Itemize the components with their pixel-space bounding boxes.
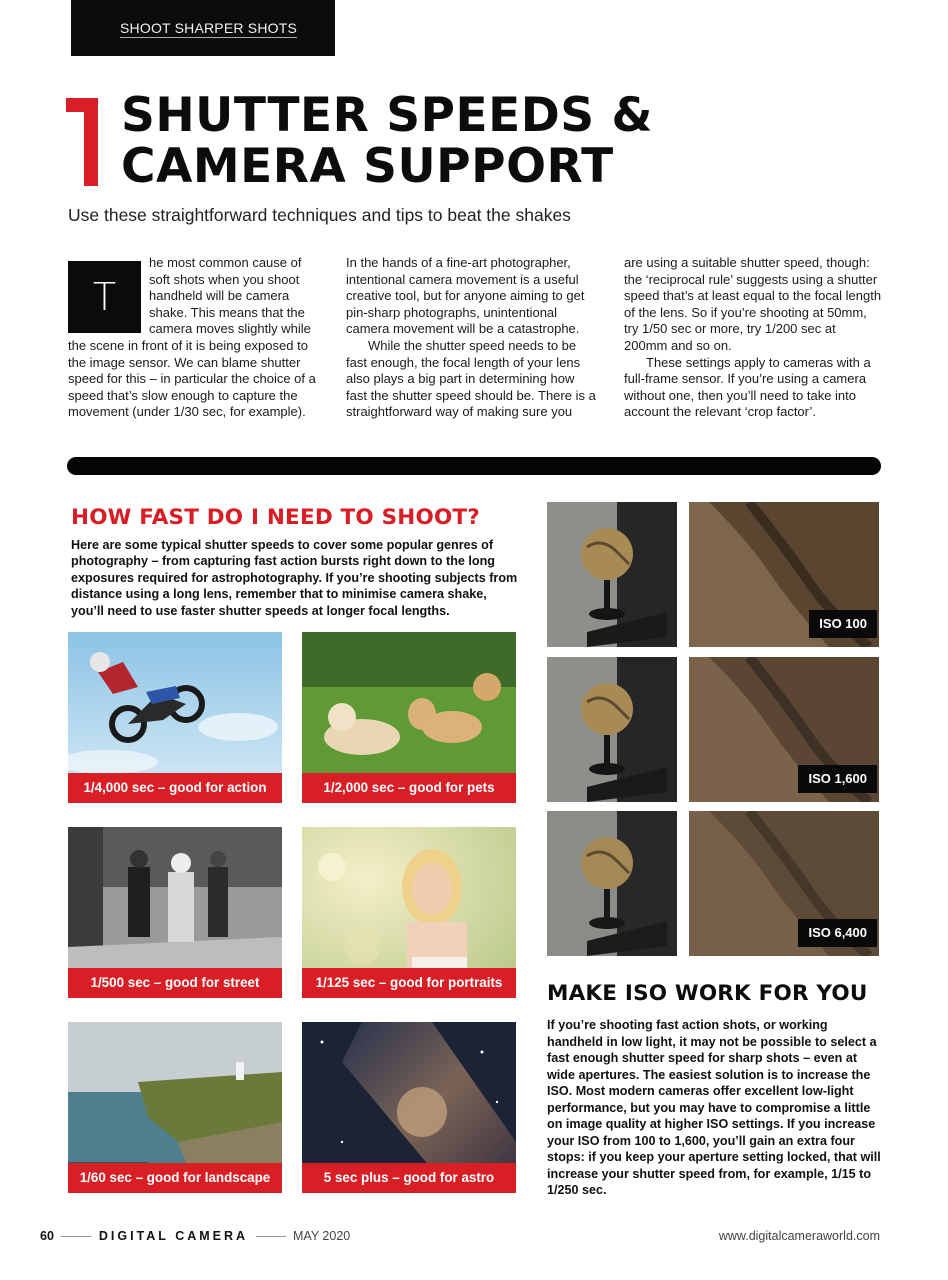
magazine-name: DIGITAL CAMERA — [98, 1229, 249, 1243]
iso-label-1600: ISO 1,600 — [798, 765, 877, 793]
article-subtitle: Use these straightforward techniques and tips to beat the shakes — [68, 205, 571, 225]
footer-rule — [256, 1236, 286, 1237]
feature-number-one — [66, 98, 98, 186]
photo-pets — [302, 632, 516, 803]
photo-street — [68, 827, 282, 998]
iso-6400-crop — [689, 811, 879, 956]
dropcap: T — [68, 261, 141, 333]
section-tab — [71, 0, 335, 56]
photo-caption-pets: 1/2,000 sec – good for pets — [302, 773, 516, 803]
body-col3-p2: These settings apply to cameras with a full-frame sensor. If you’re using a camera without one, then you’ll need to take into account the relevant ‘crop factor’. — [624, 354, 871, 420]
iso-100-crop — [689, 502, 879, 647]
photo-astro — [302, 1022, 516, 1193]
iso-1600-globe-image — [547, 657, 677, 802]
body-col2-p2: While the shutter speed needs to be fast enough, the focal length of your lens also plays a big part in determining how fast the shutter speed should be. There is a straightforward way of making sure you — [346, 337, 596, 420]
website-url[interactable]: www.digitalcameraworld.com — [718, 1229, 880, 1243]
body-col3-p1: are using a suitable shutter speed, though: the ‘reciprocal rule’ suggests using a shutter speed that’s at least equal to the focal length of the lens. So if you’re shooting at 50mm, try 1/50 sec or more, try 1/200 sec at 200mm and so on. — [624, 255, 882, 353]
footer-left — [40, 1229, 350, 1243]
speed-section-intro: Here are some typical shutter speeds to cover some popular genres of photography – from capturing fast action bursts right down to the long exposures required for astrophotography. If you’re shooting subjects from distance using a long lens, remember that to minimise camera shake, you’ll need to use faster shutter speeds at longer focal lengths. — [71, 538, 518, 618]
iso-1600-crop — [689, 657, 879, 802]
photo-portraits — [302, 827, 516, 998]
iso-6400-globe-image — [547, 811, 677, 956]
title-line-1: SHUTTER SPEEDS & — [121, 88, 653, 143]
body-column-2 — [346, 255, 598, 421]
issue-date: MAY 2020 — [293, 1229, 351, 1243]
body-col2-p1: In the hands of a fine-art photographer, intentional camera movement is a useful creative tool, but for anyone aiming to get pin-sharp photographs, unintentional camera movement will be a catastrophe. — [346, 255, 585, 337]
footer-rule — [61, 1236, 91, 1237]
iso-100-globe-image — [547, 502, 677, 647]
body-column-1 — [68, 255, 318, 421]
body-col1-text: he most common cause of soft shots when you shoot handheld will be camera shake. This means that the camera moves slightly while the scene in front of it is being exposed to the image sensor. We can blame shutter speed for this – in particular the choice of a speed that’s slow enough to capture the movement (under 1/30 sec, for example). — [68, 255, 316, 420]
photo-caption-street: 1/500 sec – good for street — [68, 968, 282, 998]
photo-caption-astro: 5 sec plus – good for astro — [302, 1163, 516, 1193]
section-tab-label: SHOOT SHARPER SHOTS — [120, 20, 298, 36]
iso-label-100: ISO 100 — [809, 610, 877, 638]
photo-landscape — [68, 1022, 282, 1193]
iso-label-6400: ISO 6,400 — [798, 919, 877, 947]
iso-section-heading: MAKE ISO WORK FOR YOU — [547, 981, 868, 1006]
photo-caption-action: 1/4,000 sec – good for action — [68, 773, 282, 803]
photo-action — [68, 632, 282, 803]
photo-caption-landscape: 1/60 sec – good for landscape — [68, 1163, 282, 1193]
speed-section-heading: HOW FAST DO I NEED TO SHOOT? — [71, 505, 480, 530]
iso-section-body: If you’re shooting fast action shots, or working handheld in low light, it may not be possible to select a fast enough shutter speed for sharp shots – even at wide apertures. The easiest solution is to increase the ISO. Most modern cameras offer excellent low-light performance, but you may have to compromise a little on image quality at higher ISO settings. If you increase your ISO from 100 to 1,600, you’ll gain an extra four stops: if you keep your aperture setting locked, that will increase your shutter speed from, for example, 1/15 to 1/250 sec. — [547, 1018, 881, 1197]
body-column-3 — [624, 255, 882, 421]
article-title — [121, 90, 653, 192]
section-divider-bar — [67, 457, 881, 475]
title-line-2: CAMERA SUPPORT — [121, 139, 614, 194]
page-number: 60 — [40, 1229, 54, 1243]
photo-caption-portraits: 1/125 sec – good for portraits — [302, 968, 516, 998]
